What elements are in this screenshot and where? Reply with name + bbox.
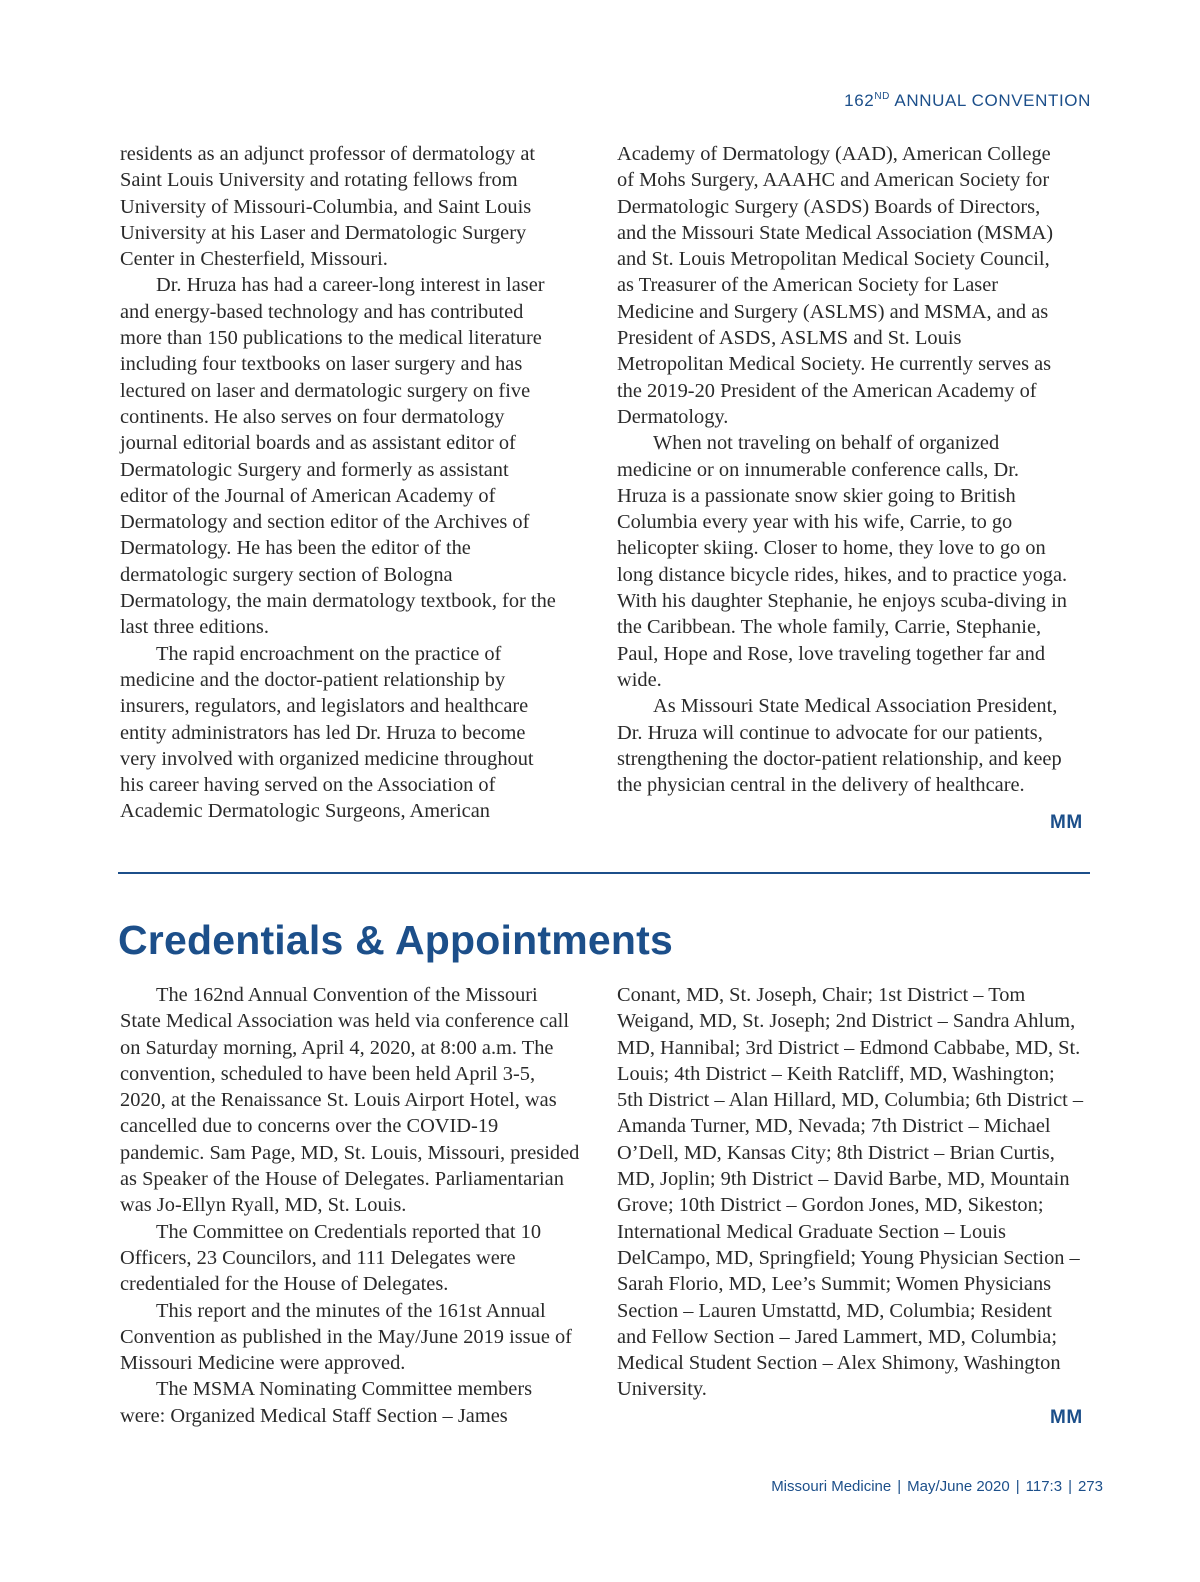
running-header bbox=[844, 91, 1091, 111]
paragraph: This report and the minutes of the 161st Annual Convention as published in the May/June 2019 issue of Missouri Medicine were approved. bbox=[120, 1299, 572, 1375]
header-ordinal-suffix: ND bbox=[874, 91, 890, 102]
credentials-left-column bbox=[120, 982, 582, 1429]
footer-issue: May/June 2020 bbox=[907, 1478, 1010, 1495]
section-title: Credentials & Appointments bbox=[118, 917, 673, 963]
end-mark: MM bbox=[1050, 812, 1083, 833]
header-ordinal: 162 bbox=[844, 91, 875, 110]
footer-separator: | bbox=[1015, 1478, 1020, 1495]
header-text: ANNUAL CONVENTION bbox=[894, 91, 1091, 110]
paragraph: As Missouri State Medical Association President, Dr. Hruza will continue to advocate for our patients, strengthening the doctor-patient relationship, and keep the physician central in the delivery of healthcare. bbox=[617, 695, 1062, 797]
footer-volume: 117:3 bbox=[1025, 1478, 1063, 1495]
paragraph: residents as an adjunct professor of dermatology at Saint Louis University and rotating fellows from University of Missouri-Columbia, and Saint Louis University at his Laser and Dermatologic Surgery Center in Chesterfield, Missouri. bbox=[120, 143, 536, 271]
credentials-right-column bbox=[617, 982, 1085, 1403]
top-left-column bbox=[120, 141, 558, 825]
paragraph: Dr. Hruza has had a career-long interest in laser and energy-based technology and has contributed more than 150 publications to the medical literature including four textbooks on laser surgery and has lectured on laser and dermatologic surgery on five continents. He also serves on four dermatology journal editorial boards and as assistant editor of Dermatologic Surgery and formerly as assistant editor of the Journal of American Academy of Dermatology and section editor of the Archives of Dermatology. He has been the editor of the dermatologic surgery section of Bologna Dermatology, the main dermatology textbook, for the last three editions. bbox=[120, 274, 556, 639]
paragraph: Conant, MD, St. Joseph, Chair; 1st District – Tom Weigand, MD, St. Joseph; 2nd District – Sandra Ahlum, MD, Hannibal; 3rd District – Edmond Cabbabe, MD, St. Louis; 4th District – Keith Ratcliff, MD, Washington; 5th District – Alan Hillard, MD, Columbia; 6th District – Amanda Turner, MD, Nevada; 7th District – Michael O’Dell, MD, Kansas City; 8th District – Brian Curtis, MD, Joplin; 9th District – David Barbe, MD, Mountain Grove; 10th District – Gordon Jones, MD, Sikeston; International Medical Graduate Section – Louis DelCampo, MD, Springfield; Young Physician Section – Sarah Florio, MD, Lee’s Summit; Women Physicians Section – Lauren Umstattd, MD, Columbia; Resident and Fellow Section – Jared Lammert, MD, Columbia; Medical Student Section – Alex Shimony, Washington University. bbox=[617, 984, 1084, 1401]
paragraph: When not traveling on behalf of organized medicine or on innumerable conference calls, Dr. Hruza is a passionate snow skier going to British Columbia every year with his wife, Carrie, to go helicopter skiing. Closer to home, they love to go on long distance bicycle rides, hikes, and to practice yoga. With his daughter Stephanie, he enjoys scuba-diving in the Caribbean. The whole family, Carrie, Stephanie, Paul, Hope and Rose, love traveling together far and wide. bbox=[617, 432, 1068, 691]
top-right-column bbox=[617, 141, 1069, 798]
footer-separator: | bbox=[897, 1478, 902, 1495]
end-mark: MM bbox=[1050, 1407, 1083, 1428]
paragraph: The rapid encroachment on the practice of medicine and the doctor-patient relationship by insurers, regulators, and legislators and healthcare entity administrators has led Dr. Hruza to become very involved with organized medicine throughout his career having served on the Association of Academic Dermatologic Surgeons, American bbox=[120, 642, 534, 823]
footer-separator: | bbox=[1068, 1478, 1072, 1495]
page-footer bbox=[771, 1478, 1103, 1495]
paragraph: The MSMA Nominating Committee members were: Organized Medical Staff Section – James bbox=[120, 1378, 533, 1427]
section-divider bbox=[118, 872, 1090, 874]
page-number: 273 bbox=[1077, 1478, 1103, 1495]
footer-journal: Missouri Medicine bbox=[771, 1478, 892, 1495]
paragraph: The 162nd Annual Convention of the Missouri State Medical Association was held via conference call on Saturday morning, April 4, 2020, at 8:00 a.m. The convention, scheduled to have been held April 3-5, 2020, at the Renaissance St. Louis Airport Hotel, was cancelled due to concerns over the COVID-19 pandemic. Sam Page, MD, St. Louis, Missouri, presided as Speaker of the House of Delegates. Parliamentarian was Jo-Ellyn Ryall, MD, St. Louis. bbox=[120, 984, 580, 1217]
paragraph: The Committee on Credentials reported that 10 Officers, 23 Councilors, and 111 Delegates were credentialed for the House of Delegates. bbox=[120, 1220, 542, 1296]
paragraph: Academy of Dermatology (AAD), American College of Mohs Surgery, AAAHC and American Society for Dermatologic Surgery (ASDS) Boards of Directors, and the Missouri State Medical Association (MSMA) and St. Louis Metropolitan Medical Society Council, as Treasurer of the American Society for Laser Medicine and Surgery (ASLMS) and MSMA, and as President of ASDS, ASLMS and St. Louis Metropolitan Medical Society. He currently serves as the 2019-20 President of the American Academy of Dermatology. bbox=[617, 143, 1054, 428]
